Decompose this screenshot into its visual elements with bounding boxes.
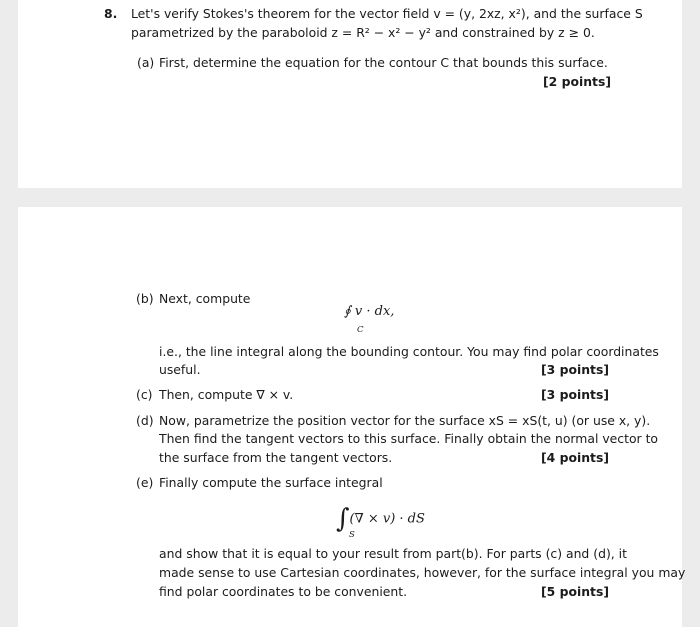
part-c-text: Then, compute ∇ × v. xyxy=(159,387,294,402)
part-c-points: [3 points] xyxy=(541,387,610,402)
part-e-text: Finally compute the surface integral xyxy=(159,475,383,490)
part-d-label: (d) xyxy=(136,413,154,428)
problem-number: 8. xyxy=(104,6,118,21)
surface-integral-subscript: S xyxy=(349,530,355,540)
problem-intro-line1: Let's verify Stokes's theorem for the vector field v = (y, 2xz, x²), and the surface S xyxy=(131,6,643,21)
part-c-label: (c) xyxy=(136,387,153,402)
part-e-after-line2: made sense to use Cartesian coordinates, however, for the surface integral you may xyxy=(159,565,686,580)
part-a-points: [2 points] xyxy=(543,74,612,89)
part-d-line2: Then find the tangent vectors to this surface. Finally obtain the normal vector to xyxy=(159,431,659,446)
part-b-text: Next, compute xyxy=(159,291,251,306)
part-e-points: [5 points] xyxy=(541,584,610,599)
page-top xyxy=(18,0,682,188)
surface-integral-expression: (∇ × v) · dS xyxy=(349,511,425,527)
page-bottom xyxy=(18,207,686,627)
part-d-line1: Now, parametrize the position vector for the surface xS = xS(t, u) (or use x, y). xyxy=(159,413,651,428)
line-integral-subscript: C xyxy=(357,325,364,335)
problem-intro-line2: parametrized by the paraboloid z = R² − x² − y² and constrained by z ≥ 0. xyxy=(131,25,595,40)
part-a-text: First, determine the equation for the contour C that bounds this surface. xyxy=(159,55,608,70)
line-integral-formula xyxy=(344,304,394,319)
part-b-after-line1: i.e., the line integral along the bounding contour. You may find polar coordinates xyxy=(159,344,659,359)
part-a-label: (a) xyxy=(137,55,155,70)
integral-sign: ∫ xyxy=(336,504,350,534)
part-d-points: [4 points] xyxy=(541,450,610,465)
part-e-label: (e) xyxy=(136,475,154,490)
part-b-points: [3 points] xyxy=(541,362,610,377)
part-b-label: (b) xyxy=(136,291,154,306)
part-e-after-line3: find polar coordinates to be convenient. xyxy=(159,584,408,599)
line-integral-expression: ∮ v · dx, xyxy=(344,304,395,319)
part-b-after-line2: useful. xyxy=(159,362,201,377)
part-e-after-line1: and show that it is equal to your result from part(b). For parts (c) and (d), it xyxy=(159,546,627,561)
part-d-line3: the surface from the tangent vectors. xyxy=(159,450,393,465)
